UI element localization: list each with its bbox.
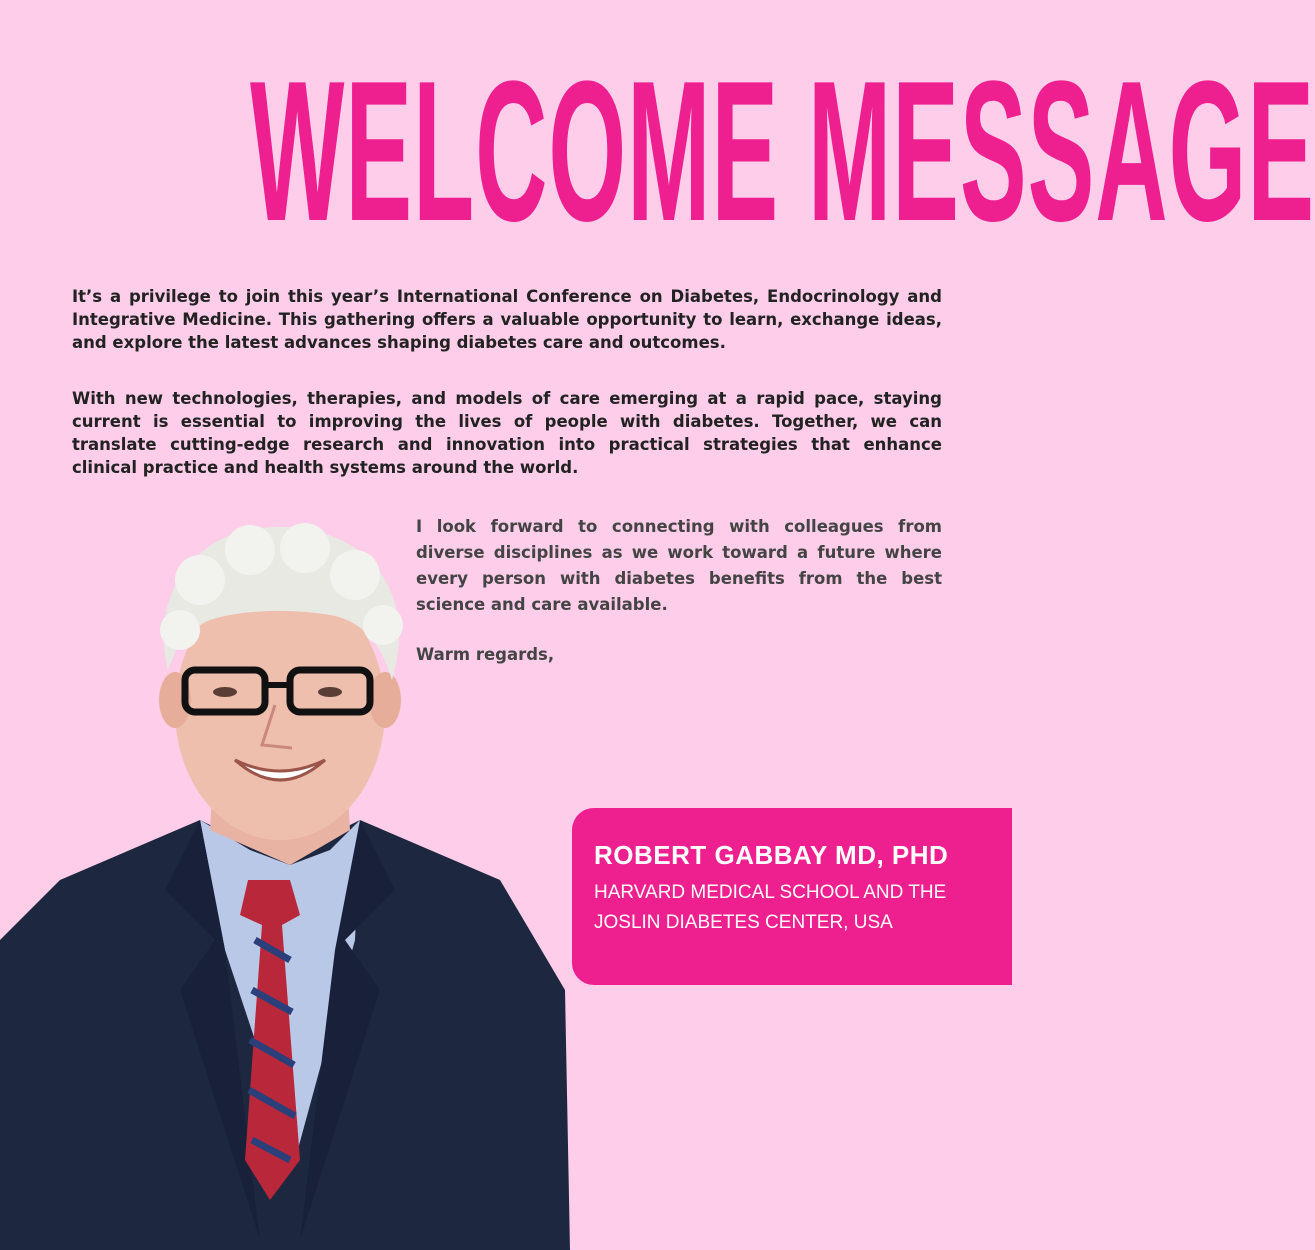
speaker-portrait — [0, 520, 570, 1250]
speaker-affiliation-line-2: JOSLIN DIABETES CENTER, USA — [594, 912, 893, 933]
message-paragraph-1: It’s a privilege to join this year’s International Conference on Diabetes, Endocrinology and Integrative Medicine. This gathering offers a valuable opportunity to learn, exchange ideas, and explore the latest advances shaping diabetes care and outcomes. — [72, 287, 942, 352]
speaker-affiliation-line-1: HARVARD MEDICAL SCHOOL AND THE — [594, 882, 947, 903]
message-paragraph-3: I look forward to connecting with colleagues from diverse disciplines as we work toward a future where every person with diabetes benefits from the best science and care available. — [416, 517, 942, 614]
message-paragraph-2: With new technologies, therapies, and models of care emerging at a rapid pace, staying current is essential to improving the lives of people with diabetes. Together, we can translate cutting-edge research and innovation into practical strategies that enhance clinical practice and health systems around the world. — [72, 389, 942, 477]
page-title: WELCOME MESSAGE — [250, 40, 1315, 263]
speaker-affiliation — [594, 878, 994, 938]
signoff: Warm regards, — [416, 645, 555, 664]
speaker-name: ROBERT GABBAY MD, PHD — [594, 840, 949, 870]
speaker-card — [572, 808, 1012, 985]
